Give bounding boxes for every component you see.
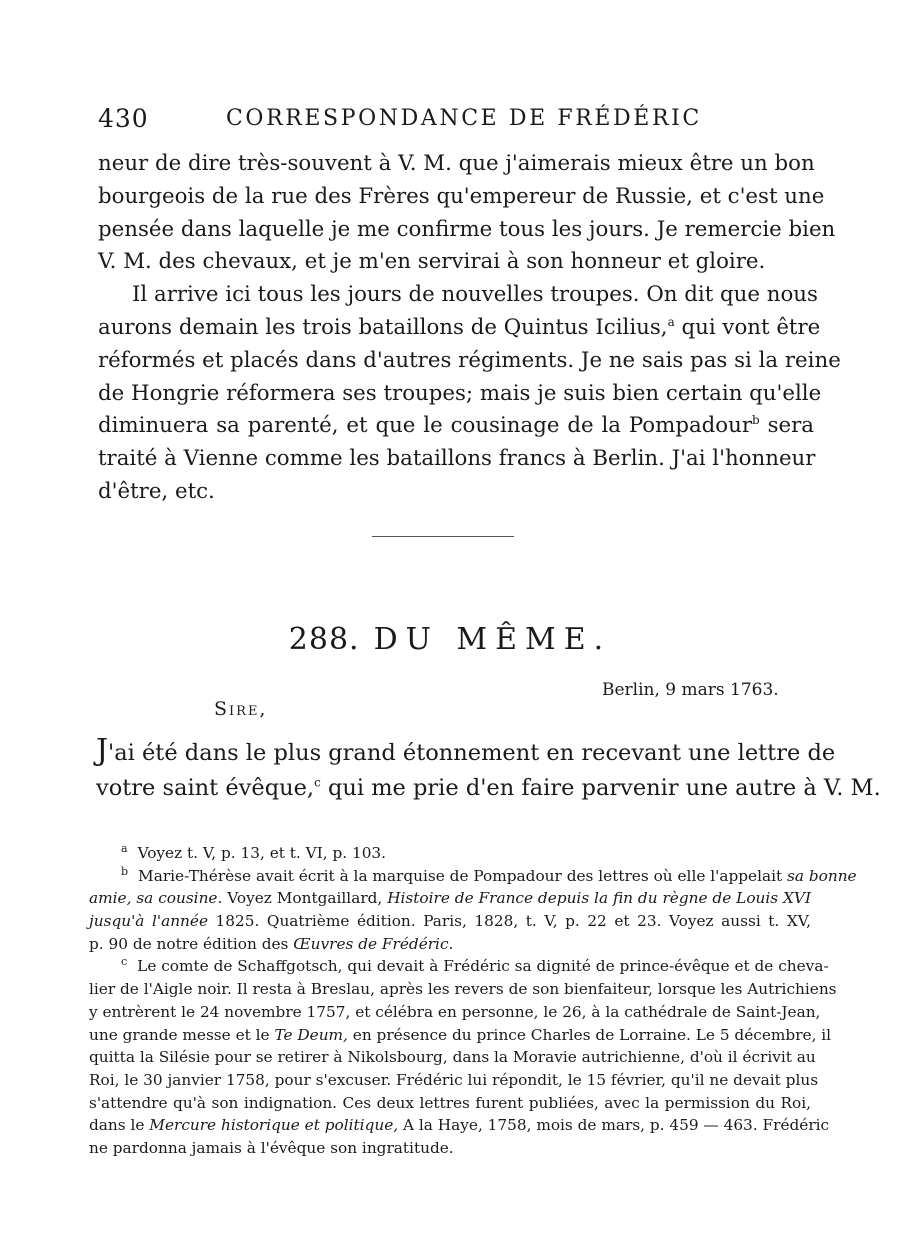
text-line: pensée dans laquelle je me confirme tous les jours. Je remercie bien [98,216,836,242]
text-line: Il arrive ici tous les jours de nouvelles troupes. On dit que nous [132,282,818,308]
text-line [96,733,836,771]
text-line: bourgeois de la rue des Frères qu'empereur de Russie, et c'est une [98,183,825,209]
footnote-text: en présence du prince Charles de Lorraine. Le 5 décembre, il [347,1025,832,1044]
footnote-text: A la Haye, 1758, mois de mars, p. 459 — 463. Frédéric [398,1116,830,1135]
footnote-line [89,910,811,933]
text-segment: sera [759,413,814,439]
footnote-mark: b [121,864,129,878]
footnote-b [89,864,857,888]
footnote-mark: a [121,841,128,855]
running-title: CORRESPONDANCE DE FRÉDÉRIC [226,106,702,131]
footnote-italic: Mercure historique et politique, [149,1116,399,1135]
text-segment: diminuera sa parenté, et que le cousinage de la Pompadour [98,413,752,439]
footnote-text: Voyez t. V, p. 13, et t. VI, p. 103. [137,844,387,862]
drop-cap: J [96,733,109,768]
footnote-text: Marie-Thérèse avait écrit à la marquise de Pompadour des lettres où elle l'appelait [138,866,788,885]
footnote-text: Le comte de Schaffgotsch, qui devait à Frédéric sa dignité de prince-évêque et de cheva- [137,957,829,976]
footnote-line [89,887,811,910]
text-line [98,410,814,443]
footnote-italic: amie, sa cousine. [89,889,223,908]
letter-title: DU MÊME. [373,622,612,657]
footnote-line: ne pardonna jamais à l'évêque son ingratitude. [89,1138,454,1157]
footnote-ref-c: c [314,775,321,790]
footnote-text: dans le [89,1116,150,1135]
text-line: V. M. des chevaux, et je m'en servirai à son honneur et gloire. [98,249,766,275]
footnote-line: y entrèrent le 24 novembre 1757, et célébra en personne, le 26, à la cathédrale de Saint-Jean, [89,1002,821,1021]
text-segment: qui vont être [674,314,821,340]
footnote-italic: Œuvres de Frédéric. [293,934,454,953]
text-segment: qui me prie d'en faire parvenir une autre à V. M. [320,775,881,801]
footnote-line: lier de l'Aigle noir. Il resta à Breslau, après les revers de son bienfaiteur, lorsque les Autrichiens [89,980,837,999]
text-line: d'être, etc. [98,478,215,504]
footnote-line [89,1024,832,1047]
footnote-text: 1825. Quatrième édition. Paris, 1828, t. V, p. 22 et 23. Voyez aussi t. XV, [208,912,811,931]
footnote-italic: Te Deum, [274,1025,348,1044]
salutation: Sire, [214,698,268,720]
running-head [98,104,818,134]
footnote-text: une grande messe et le [89,1025,275,1044]
footnote-mark: c [121,955,128,969]
text-line: réformés et placés dans d'autres régiments. Je ne sais pas si la reine [98,347,841,373]
footnote-italic: jusqu'à l'année [89,912,208,931]
footnote-text: p. 90 de notre édition des [89,934,294,953]
footnote-text: Voyez Montgaillard, [222,889,388,908]
letter-body [96,733,881,806]
footnote-a [89,842,811,865]
text-line: neur de dire très-souvent à V. M. que j'aimerais mieux être un bon [98,151,815,176]
footnote-ref-b: b [752,413,760,428]
letter-heading [0,622,900,657]
letter-number: 288. [288,622,360,657]
footnote-line: quitta la Silésie pour se retirer à Nikolsbourg, dans la Moravie autrichienne, d'où il écrivit au [89,1048,816,1067]
text-segment: votre saint évêque, [96,775,315,801]
footnote-c [89,955,829,978]
footnote-line: Roi, le 30 janvier 1758, pour s'excuser. Frédéric lui répondit, le 15 février, qu'il ne devait plus [89,1070,819,1089]
body-text [98,148,841,509]
text-line: traité à Vienne comme les bataillons francs à Berlin. J'ai l'honneur [98,446,816,472]
text-line: de Hongrie réformera ses troupes; mais je suis bien certain qu'elle [98,380,822,406]
footnote-line [89,933,811,956]
text-line [98,312,821,345]
section-divider [372,536,514,537]
footnotes [89,841,857,1160]
footnote-ref-a: a [667,314,675,329]
text-segment: 'ai été dans le plus grand étonnement en recevant une lettre de [108,740,836,766]
page-number: 430 [98,104,149,133]
text-line [96,771,881,806]
footnote-line [89,1114,830,1137]
footnote-italic: Histoire de France depuis la fin du règne de Louis XVI [387,889,811,908]
footnote-line: s'attendre qu'à son indignation. Ces deux lettres furent publiées, avec la permission du Roi, [89,1093,811,1112]
text-segment: aurons demain les trois bataillons de Quintus Icilius, [98,314,668,340]
footnote-italic: sa bonne [787,866,857,885]
dateline: Berlin, 9 mars 1763. [602,680,779,700]
